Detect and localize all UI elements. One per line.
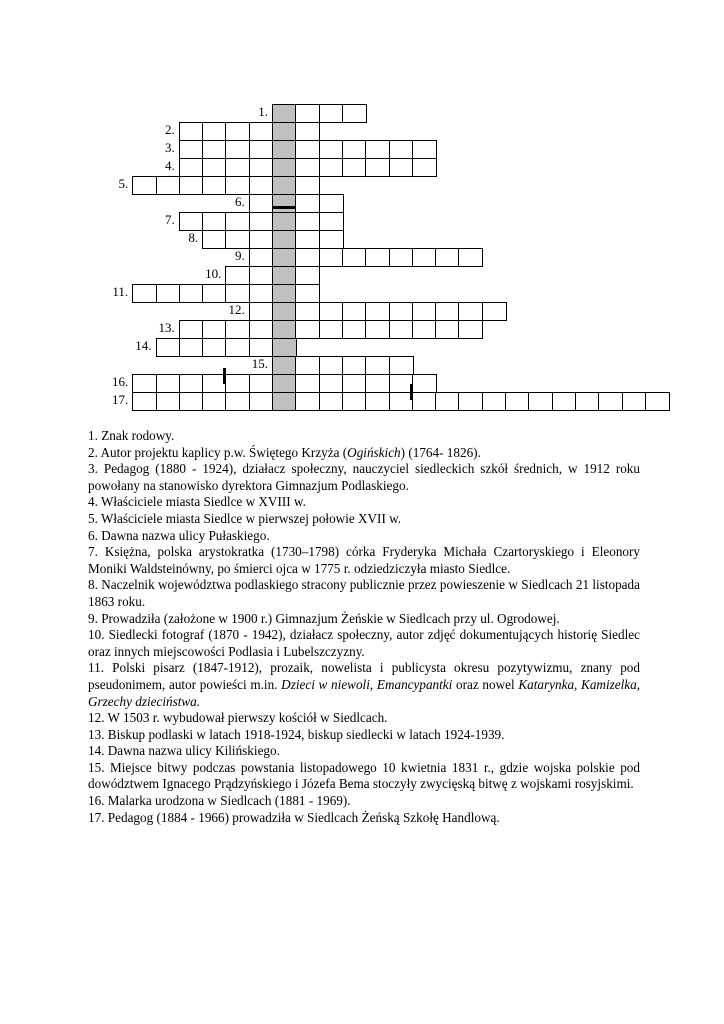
clue-4: 4. Właściciele miasta Siedlce w XVIII w. xyxy=(88,494,306,510)
crossword-cell[interactable] xyxy=(295,356,320,375)
key-column-cell[interactable] xyxy=(272,392,297,411)
crossword-cell[interactable] xyxy=(249,140,274,159)
row-number: 6. xyxy=(234,194,245,209)
crossword-cell[interactable] xyxy=(249,302,274,321)
crossword-cell[interactable] xyxy=(249,230,274,249)
clue-14: 14. Dawna nazwa ulicy Kilińskiego. xyxy=(88,743,280,759)
crossword-cell[interactable] xyxy=(202,392,227,411)
crossword-cell[interactable] xyxy=(482,302,507,321)
clue-1: 1. Znak rodowy. xyxy=(88,428,175,443)
crossword-cell[interactable] xyxy=(365,140,390,159)
crossword-cell[interactable] xyxy=(249,266,274,285)
crossword-cell[interactable] xyxy=(598,392,623,411)
crossword-cell[interactable] xyxy=(202,338,227,357)
crossword-cell[interactable] xyxy=(458,320,483,339)
word-separator xyxy=(223,368,226,384)
crossword-cell[interactable] xyxy=(295,140,320,159)
crossword-cell[interactable] xyxy=(202,140,227,159)
crossword-cell[interactable] xyxy=(342,248,367,267)
crossword-cell[interactable] xyxy=(319,374,344,393)
key-column-cell[interactable] xyxy=(272,158,297,177)
crossword-cell[interactable] xyxy=(249,158,274,177)
key-column-cell[interactable] xyxy=(272,320,297,339)
crossword-cell[interactable] xyxy=(179,338,204,357)
crossword-cell[interactable] xyxy=(295,320,320,339)
word-separator xyxy=(410,384,413,400)
clue-6: 6. Dawna nazwa ulicy Pułaskiego. xyxy=(88,527,270,543)
clue-2: 2. Autor projektu kaplicy p.w. Świętego Krzyża (Ogińskich) (1764- 1826). xyxy=(88,444,481,460)
crossword-cell[interactable] xyxy=(458,302,483,321)
row-number: 1. xyxy=(258,104,268,119)
crossword-cell[interactable] xyxy=(156,284,181,303)
clue-7: 7. Księżna, polska arystokratka (1730–1798) córka Fryderyka Michała Czartoryskiego i Eleonory Moniki Waldsteinówny, po śmierci ojca w 1775 r. odziedziczyła miasto Siedlce. xyxy=(88,544,640,576)
row-number: 17. xyxy=(111,392,129,407)
crossword-cell[interactable] xyxy=(365,158,390,177)
crossword-cell[interactable] xyxy=(179,392,204,411)
crossword-cell[interactable] xyxy=(505,392,530,411)
crossword-cell[interactable] xyxy=(319,356,344,375)
key-column-cell[interactable] xyxy=(272,122,297,141)
crossword-cell[interactable] xyxy=(179,176,204,195)
key-column-cell[interactable] xyxy=(272,212,297,231)
clue-5: 5. Właściciele miasta Siedlce w pierwszej połowie XVII w. xyxy=(88,510,402,526)
key-column-cell[interactable] xyxy=(272,266,297,285)
crossword-cell[interactable] xyxy=(156,392,181,411)
crossword-cell[interactable] xyxy=(249,122,274,141)
clue-13: 13. Biskup podlaski w latach 1918-1924, biskup siedlecki w latach 1924-1939. xyxy=(88,726,505,742)
crossword-cell[interactable] xyxy=(132,284,157,303)
key-column-cell[interactable] xyxy=(272,230,297,249)
crossword-cell[interactable] xyxy=(295,122,320,141)
row-number: 9. xyxy=(234,248,245,263)
crossword-cell[interactable] xyxy=(319,212,344,231)
crossword-cell[interactable] xyxy=(458,392,483,411)
crossword-cell[interactable] xyxy=(179,158,204,177)
crossword-cell[interactable] xyxy=(225,122,250,141)
word-separator xyxy=(272,206,296,209)
crossword-cell[interactable] xyxy=(365,374,390,393)
crossword-cell[interactable] xyxy=(319,248,344,267)
row-number: 11. xyxy=(112,284,129,299)
crossword-cell[interactable] xyxy=(132,392,157,411)
crossword-cell[interactable] xyxy=(225,374,250,393)
crossword-cell[interactable] xyxy=(319,158,344,177)
row-number: 14. xyxy=(135,338,152,353)
key-column-cell[interactable] xyxy=(272,302,297,321)
crossword-cell[interactable] xyxy=(295,230,320,249)
crossword-grid xyxy=(0,0,724,410)
crossword-cell[interactable] xyxy=(249,248,274,267)
crossword-cell[interactable] xyxy=(225,320,250,339)
crossword-cell[interactable] xyxy=(412,392,437,411)
crossword-cell[interactable] xyxy=(365,392,390,411)
crossword-cell[interactable] xyxy=(249,284,274,303)
crossword-cell[interactable] xyxy=(412,248,437,267)
clue-10: 10. Siedlecki fotograf (1870 - 1942), działacz społeczny, autor zdjęć dokumentujących historię Siedlec oraz innych miejscowości Podlasia i Lubelszczyzny. xyxy=(88,627,640,659)
row-number: 5. xyxy=(118,176,129,191)
crossword-cell[interactable] xyxy=(389,248,414,267)
clue-12: 12. W 1503 r. wybudował pierwszy kościół w Siedlcach. xyxy=(88,710,388,726)
key-column-cell[interactable] xyxy=(272,374,297,393)
crossword-cell[interactable] xyxy=(389,158,414,177)
crossword-cell[interactable] xyxy=(319,320,344,339)
crossword-cell[interactable] xyxy=(179,374,204,393)
key-column-cell[interactable] xyxy=(272,176,297,195)
row-number: 15. xyxy=(251,356,268,371)
crossword-cell[interactable] xyxy=(132,176,157,195)
crossword-cell[interactable] xyxy=(202,158,227,177)
crossword-cell[interactable] xyxy=(156,338,181,357)
crossword-cell[interactable] xyxy=(295,374,320,393)
crossword-cell[interactable] xyxy=(132,374,157,393)
crossword-cell[interactable] xyxy=(202,320,227,339)
row-number: 7. xyxy=(165,212,175,227)
crossword-cell[interactable] xyxy=(179,284,204,303)
crossword-cell[interactable] xyxy=(225,266,250,285)
clue-16: 16. Malarka urodzona w Siedlcach (1881 - 1969). xyxy=(88,793,351,809)
crossword-cell[interactable] xyxy=(412,158,437,177)
crossword-cell[interactable] xyxy=(342,374,367,393)
crossword-cell[interactable] xyxy=(249,194,274,213)
clue-9: 9. Prowadziła (założone w 1900 r.) Gimnazjum Żeńskie w Siedlcach przy ul. Ogrodowej. xyxy=(88,610,560,626)
crossword-cell[interactable] xyxy=(319,302,344,321)
row-number: 12. xyxy=(228,302,245,317)
crossword-cell[interactable] xyxy=(435,302,460,321)
crossword-cell[interactable] xyxy=(389,356,414,375)
key-column-cell[interactable] xyxy=(272,356,297,375)
key-column-cell[interactable] xyxy=(272,338,297,357)
crossword-cell[interactable] xyxy=(389,140,414,159)
crossword-cell[interactable] xyxy=(225,212,250,231)
crossword-cell[interactable] xyxy=(295,194,320,213)
crossword-cell[interactable] xyxy=(249,176,274,195)
crossword-cell[interactable] xyxy=(342,140,367,159)
crossword-cell[interactable] xyxy=(295,248,320,267)
row-number: 13. xyxy=(158,320,175,335)
crossword-cell[interactable] xyxy=(342,320,367,339)
crossword-cell[interactable] xyxy=(295,284,320,303)
crossword-cell[interactable] xyxy=(179,320,204,339)
clue-8: 8. Naczelnik województwa podlaskiego stracony publicznie przez powieszenie w Siedlcach 21 listopada 1863 roku. xyxy=(88,577,640,609)
crossword-cell[interactable] xyxy=(225,140,250,159)
crossword-cell[interactable] xyxy=(389,320,414,339)
crossword-cell[interactable] xyxy=(622,392,647,411)
crossword-cell[interactable] xyxy=(412,320,437,339)
row-number: 8. xyxy=(188,230,199,245)
crossword-cell[interactable] xyxy=(645,392,670,411)
key-column-cell[interactable] xyxy=(272,194,297,213)
crossword-cell[interactable] xyxy=(342,158,367,177)
row-number: 3. xyxy=(165,140,175,155)
key-column-cell[interactable] xyxy=(272,104,297,123)
crossword-cell[interactable] xyxy=(319,392,344,411)
crossword-cell[interactable] xyxy=(156,176,181,195)
crossword-cell[interactable] xyxy=(202,212,227,231)
crossword-cell[interactable] xyxy=(156,374,181,393)
crossword-cell[interactable] xyxy=(365,356,390,375)
crossword-cell[interactable] xyxy=(435,320,460,339)
crossword-cell[interactable] xyxy=(412,374,437,393)
crossword-cell[interactable] xyxy=(552,392,577,411)
row-number: 2. xyxy=(165,122,175,137)
clue-11: 11. Polski pisarz (1847-1912), prozaik, nowelista i publicysta okresu pozytywizmu, znany pod pseudonimem, autor powieści m.in. Dzieci w niewoli, Emancypantki oraz nowel Katarynka, Kamizelka, Grzechy dzieciństwa. xyxy=(88,660,640,709)
crossword-cell[interactable] xyxy=(575,392,600,411)
crossword-cell[interactable] xyxy=(319,104,344,123)
crossword-cell[interactable] xyxy=(295,302,320,321)
crossword-cell[interactable] xyxy=(319,230,344,249)
crossword-cell[interactable] xyxy=(342,392,367,411)
crossword-cell[interactable] xyxy=(412,140,437,159)
crossword-cell[interactable] xyxy=(202,122,227,141)
crossword-cell[interactable] xyxy=(249,320,274,339)
crossword-cell[interactable] xyxy=(342,104,367,123)
crossword-cell[interactable] xyxy=(365,320,390,339)
row-number: 4. xyxy=(165,158,175,173)
crossword-cell[interactable] xyxy=(225,392,250,411)
crossword-cell[interactable] xyxy=(342,302,367,321)
key-column-cell[interactable] xyxy=(272,140,297,159)
crossword-cell[interactable] xyxy=(528,392,553,411)
row-number: 10. xyxy=(205,266,222,281)
crossword-cell[interactable] xyxy=(249,374,274,393)
crossword-cell[interactable] xyxy=(342,356,367,375)
crossword-cell[interactable] xyxy=(365,248,390,267)
key-column-cell[interactable] xyxy=(272,248,297,267)
crossword-cell[interactable] xyxy=(295,104,320,123)
crossword-cell[interactable] xyxy=(295,158,320,177)
crossword-cell[interactable] xyxy=(179,122,204,141)
crossword-cell[interactable] xyxy=(435,248,460,267)
row-number: 16. xyxy=(111,374,129,389)
crossword-cell[interactable] xyxy=(482,392,507,411)
clue-15: 15. Miejsce bitwy podczas powstania listopadowego 10 kwietnia 1831 r., gdzie wojska polskie pod dowództwem Ignacego Prądzyńskiego i Józefa Bema stoczyły zwycięską bitwę z wojskami rosyjskimi. xyxy=(88,759,640,792)
crossword-cell[interactable] xyxy=(295,392,320,411)
crossword-cell[interactable] xyxy=(249,212,274,231)
crossword-cell[interactable] xyxy=(319,140,344,159)
crossword-cell[interactable] xyxy=(458,248,483,267)
crossword-cell[interactable] xyxy=(435,392,460,411)
clue-17: 17. Pedagog (1884 - 1966) prowadziła w Siedlcach Żeńską Szkołę Handlową. xyxy=(88,809,500,825)
crossword-cell[interactable] xyxy=(249,392,274,411)
clue-3: 3. Pedagog (1880 - 1924), działacz społeczny, nauczyciel siedleckich szkół średnich, w 1912 roku powołany na stanowisko dyrektora Gimnazjum Podlaskiego. xyxy=(88,461,640,493)
crossword-cell[interactable] xyxy=(412,302,437,321)
crossword-cell[interactable] xyxy=(295,212,320,231)
crossword-cell[interactable] xyxy=(179,140,204,159)
crossword-cell[interactable] xyxy=(365,302,390,321)
crossword-cell[interactable] xyxy=(295,266,320,285)
crossword-cell[interactable] xyxy=(389,302,414,321)
crossword-cell[interactable] xyxy=(295,176,320,195)
clue-list xyxy=(88,428,640,826)
crossword-cell[interactable] xyxy=(225,158,250,177)
key-column-cell[interactable] xyxy=(272,284,297,303)
crossword-cell[interactable] xyxy=(319,194,344,213)
